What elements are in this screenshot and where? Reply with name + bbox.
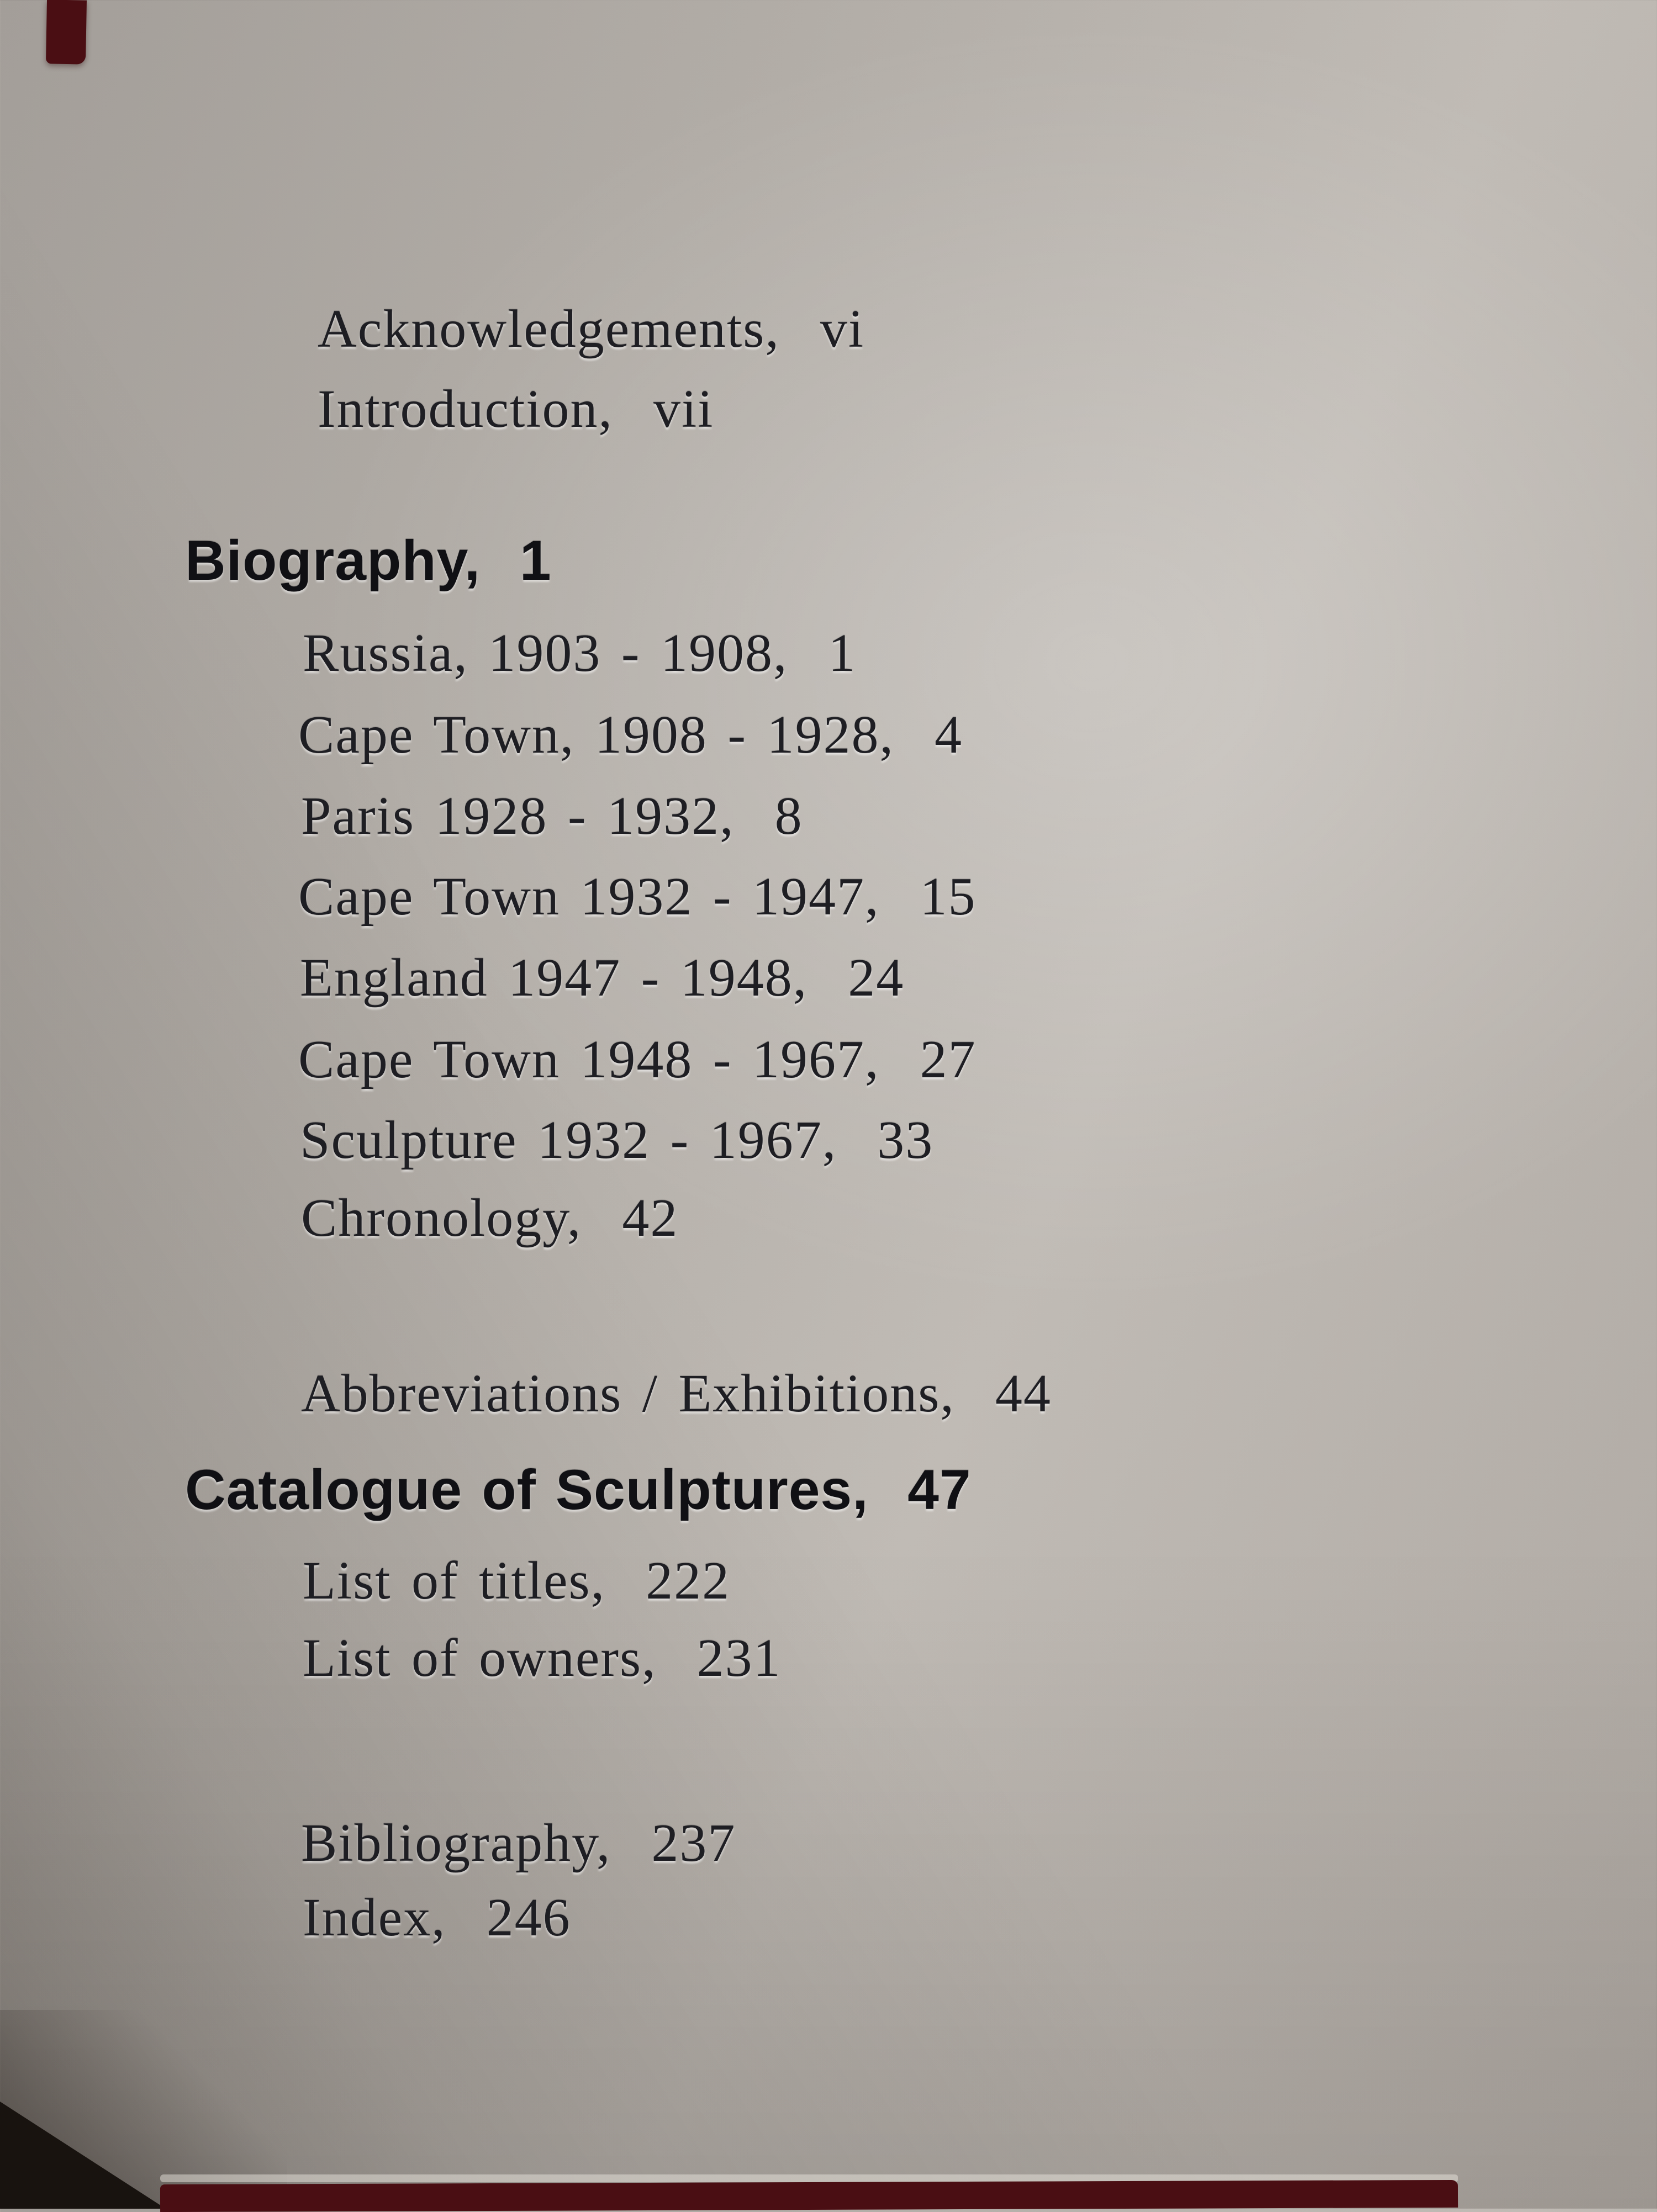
book-cover-edge-top-left — [46, 0, 87, 65]
toc-entry-england-1947-1948: England 1947 - 1948, 24 — [300, 948, 905, 1008]
toc-entry-cape-town-1932-1947: Cape Town 1932 - 1947, 15 — [298, 867, 977, 927]
toc-entry-paris-1928-1932: Paris 1928 - 1932, 8 — [301, 786, 803, 846]
toc-entry-cape-town-1908-1928: Cape Town, 1908 - 1928, 4 — [298, 705, 963, 765]
table-corner-dark-wedge — [0, 2102, 166, 2209]
toc-entry-list-of-titles: List of titles, 222 — [303, 1551, 731, 1611]
toc-heading-catalogue-of-sculptures: Catalogue of Sculptures, 47 — [185, 1458, 972, 1521]
toc-entry-list-of-owners: List of owners, 231 — [303, 1628, 782, 1688]
toc-entry-index: Index, 246 — [303, 1888, 571, 1948]
toc-entry-russia-1903-1908: Russia, 1903 - 1908, 1 — [303, 623, 857, 683]
toc-entry-introduction: Introduction, vii — [318, 379, 714, 439]
toc-entry-bibliography: Bibliography, 237 — [301, 1813, 736, 1873]
toc-entry-acknowledgements: Acknowledgements, vi — [318, 299, 865, 359]
toc-entry-abbreviations-exhibitions: Abbreviations / Exhibitions, 44 — [301, 1364, 1052, 1423]
toc-heading-biography: Biography, 1 — [185, 529, 552, 592]
book-cover-edge-bottom — [160, 2180, 1458, 2212]
toc-entry-sculpture-1932-1967: Sculpture 1932 - 1967, 33 — [300, 1110, 934, 1170]
toc-entry-chronology: Chronology, 42 — [301, 1188, 679, 1248]
toc-entry-cape-town-1948-1967: Cape Town 1948 - 1967, 27 — [298, 1030, 977, 1089]
